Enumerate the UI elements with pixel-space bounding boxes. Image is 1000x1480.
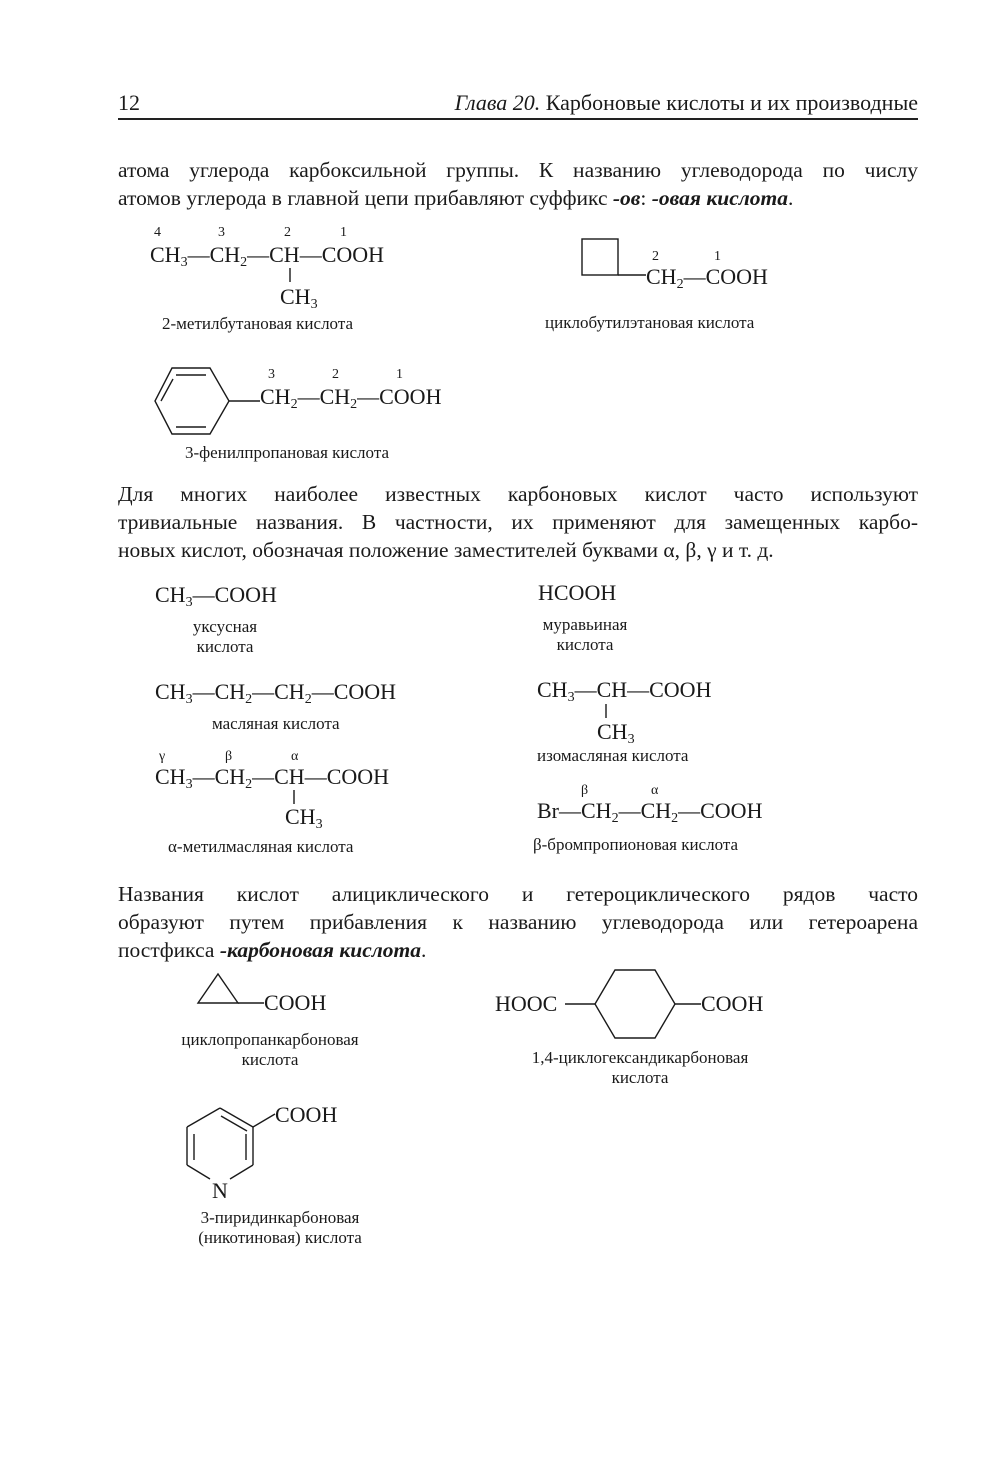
caption-3-phenylpropanoic: 3-фенилпропановая кислота <box>185 443 389 462</box>
caption-2-methylbutanoic: 2-метилбутановая кислота <box>162 314 354 333</box>
paragraph-1-line-1: атома углерода карбоксильной группы. К названию углеводорода по числу <box>118 158 918 182</box>
paragraph-3 <box>118 880 918 964</box>
caption-acetic: уксусная кислота <box>192 617 258 656</box>
formula-alpha-methylbutyric-acid: γ β α $CH_3—CH_2—CH—COOH$ $CH_3$ <box>155 749 390 832</box>
paragraph-3-line-1: Названия кислот алициклического и гетероциклического рядов часто <box>118 882 918 906</box>
benzene-ring <box>152 362 252 442</box>
paragraph-1-line-2: атомов углерода в главной цепи прибавляют суффикс -ов: -овая кислота. <box>118 186 794 210</box>
running-header <box>455 90 918 116</box>
paragraph-3-line-3: постфикса -карбоновая кислота. <box>118 938 427 962</box>
paragraph-3-line-2: образуют путем прибавления к названию углеводорода или гетероарена <box>118 910 918 934</box>
caption-beta-bromopropionic: β-бромпропионовая кислота <box>533 835 739 854</box>
chapter-label: Глава 20. <box>454 90 541 115</box>
caption-alpha-methylbutyric: α-метилмасляная кислота <box>168 837 354 856</box>
paragraph-2 <box>118 480 918 564</box>
caption-butyric: масляная кислота <box>212 714 340 733</box>
formula-2-methylbutanoic-acid: 4 3 2 1 $CH_3—CH_2—CH—COOH$ $CH_3$ <box>150 225 385 312</box>
paragraph-2-line-1: Для многих наиболее известных карбоновых кислот часто используют <box>118 482 918 506</box>
formula-cyclobutylethanoic-acid: 2 1 $CH_2—COOH$ <box>580 234 800 294</box>
header-rule <box>118 118 918 120</box>
caption-isobutyric: изомасляная кислота <box>537 746 689 765</box>
chapter-title: Карбоновые кислоты и их производные <box>545 90 918 115</box>
caption-cyclobutylethanoic: циклобутилэтановая кислота <box>545 313 755 332</box>
formula-3-phenylpropanoic-acid: 3 2 1 $CH_2—CH_2—COOH$ <box>152 362 482 442</box>
caption-nicotinic: 3-пиридинкарбоновая (никотиновая) кислота <box>198 1208 362 1247</box>
caption-cyclohexane: 1,4-циклогександикарбоновая кислота <box>531 1048 749 1087</box>
cyclohexane-ring <box>565 965 715 1045</box>
formula-cyclohexanedicarboxylic-acid: HOOC COOH <box>495 965 795 1045</box>
caption-cyclopropane: циклопропанкарбоновая кислота <box>181 1030 359 1069</box>
formula-isobutyric-acid: $CH_3—CH—COOH$ $CH_3$ <box>537 677 712 747</box>
formula-acetic-acid: $CH_3—COOH$ <box>155 582 277 610</box>
paragraph-1 <box>118 156 918 212</box>
paragraph-2-line-2: тривиальные названия. В частности, их применяют для замещенных карбо- <box>118 510 918 534</box>
caption-formic: муравьиная кислота <box>542 615 628 654</box>
paragraph-2-line-3: новых кислот, обозначая положение заместителей буквами α, β, γ и т. д. <box>118 538 774 562</box>
suffix-ov: -ов <box>612 186 641 210</box>
page-number: 12 <box>118 90 140 115</box>
formula-butyric-acid: $CH_3—CH_2—CH_2—COOH$ <box>155 679 397 707</box>
formula-beta-bromopropionic-acid: β α $Br—CH_2—CH_2—COOH$ <box>537 783 763 826</box>
postfix-karbonovaya: -карбоновая кислота <box>219 938 422 962</box>
formula-nicotinic-acid: COOH N <box>185 1100 385 1210</box>
formula-cyclopropanecarboxylic-acid: COOH <box>196 970 356 1020</box>
formula-formic-acid: HCOOH <box>538 580 617 605</box>
suffix-ovaya: -овая кислота <box>651 186 788 210</box>
